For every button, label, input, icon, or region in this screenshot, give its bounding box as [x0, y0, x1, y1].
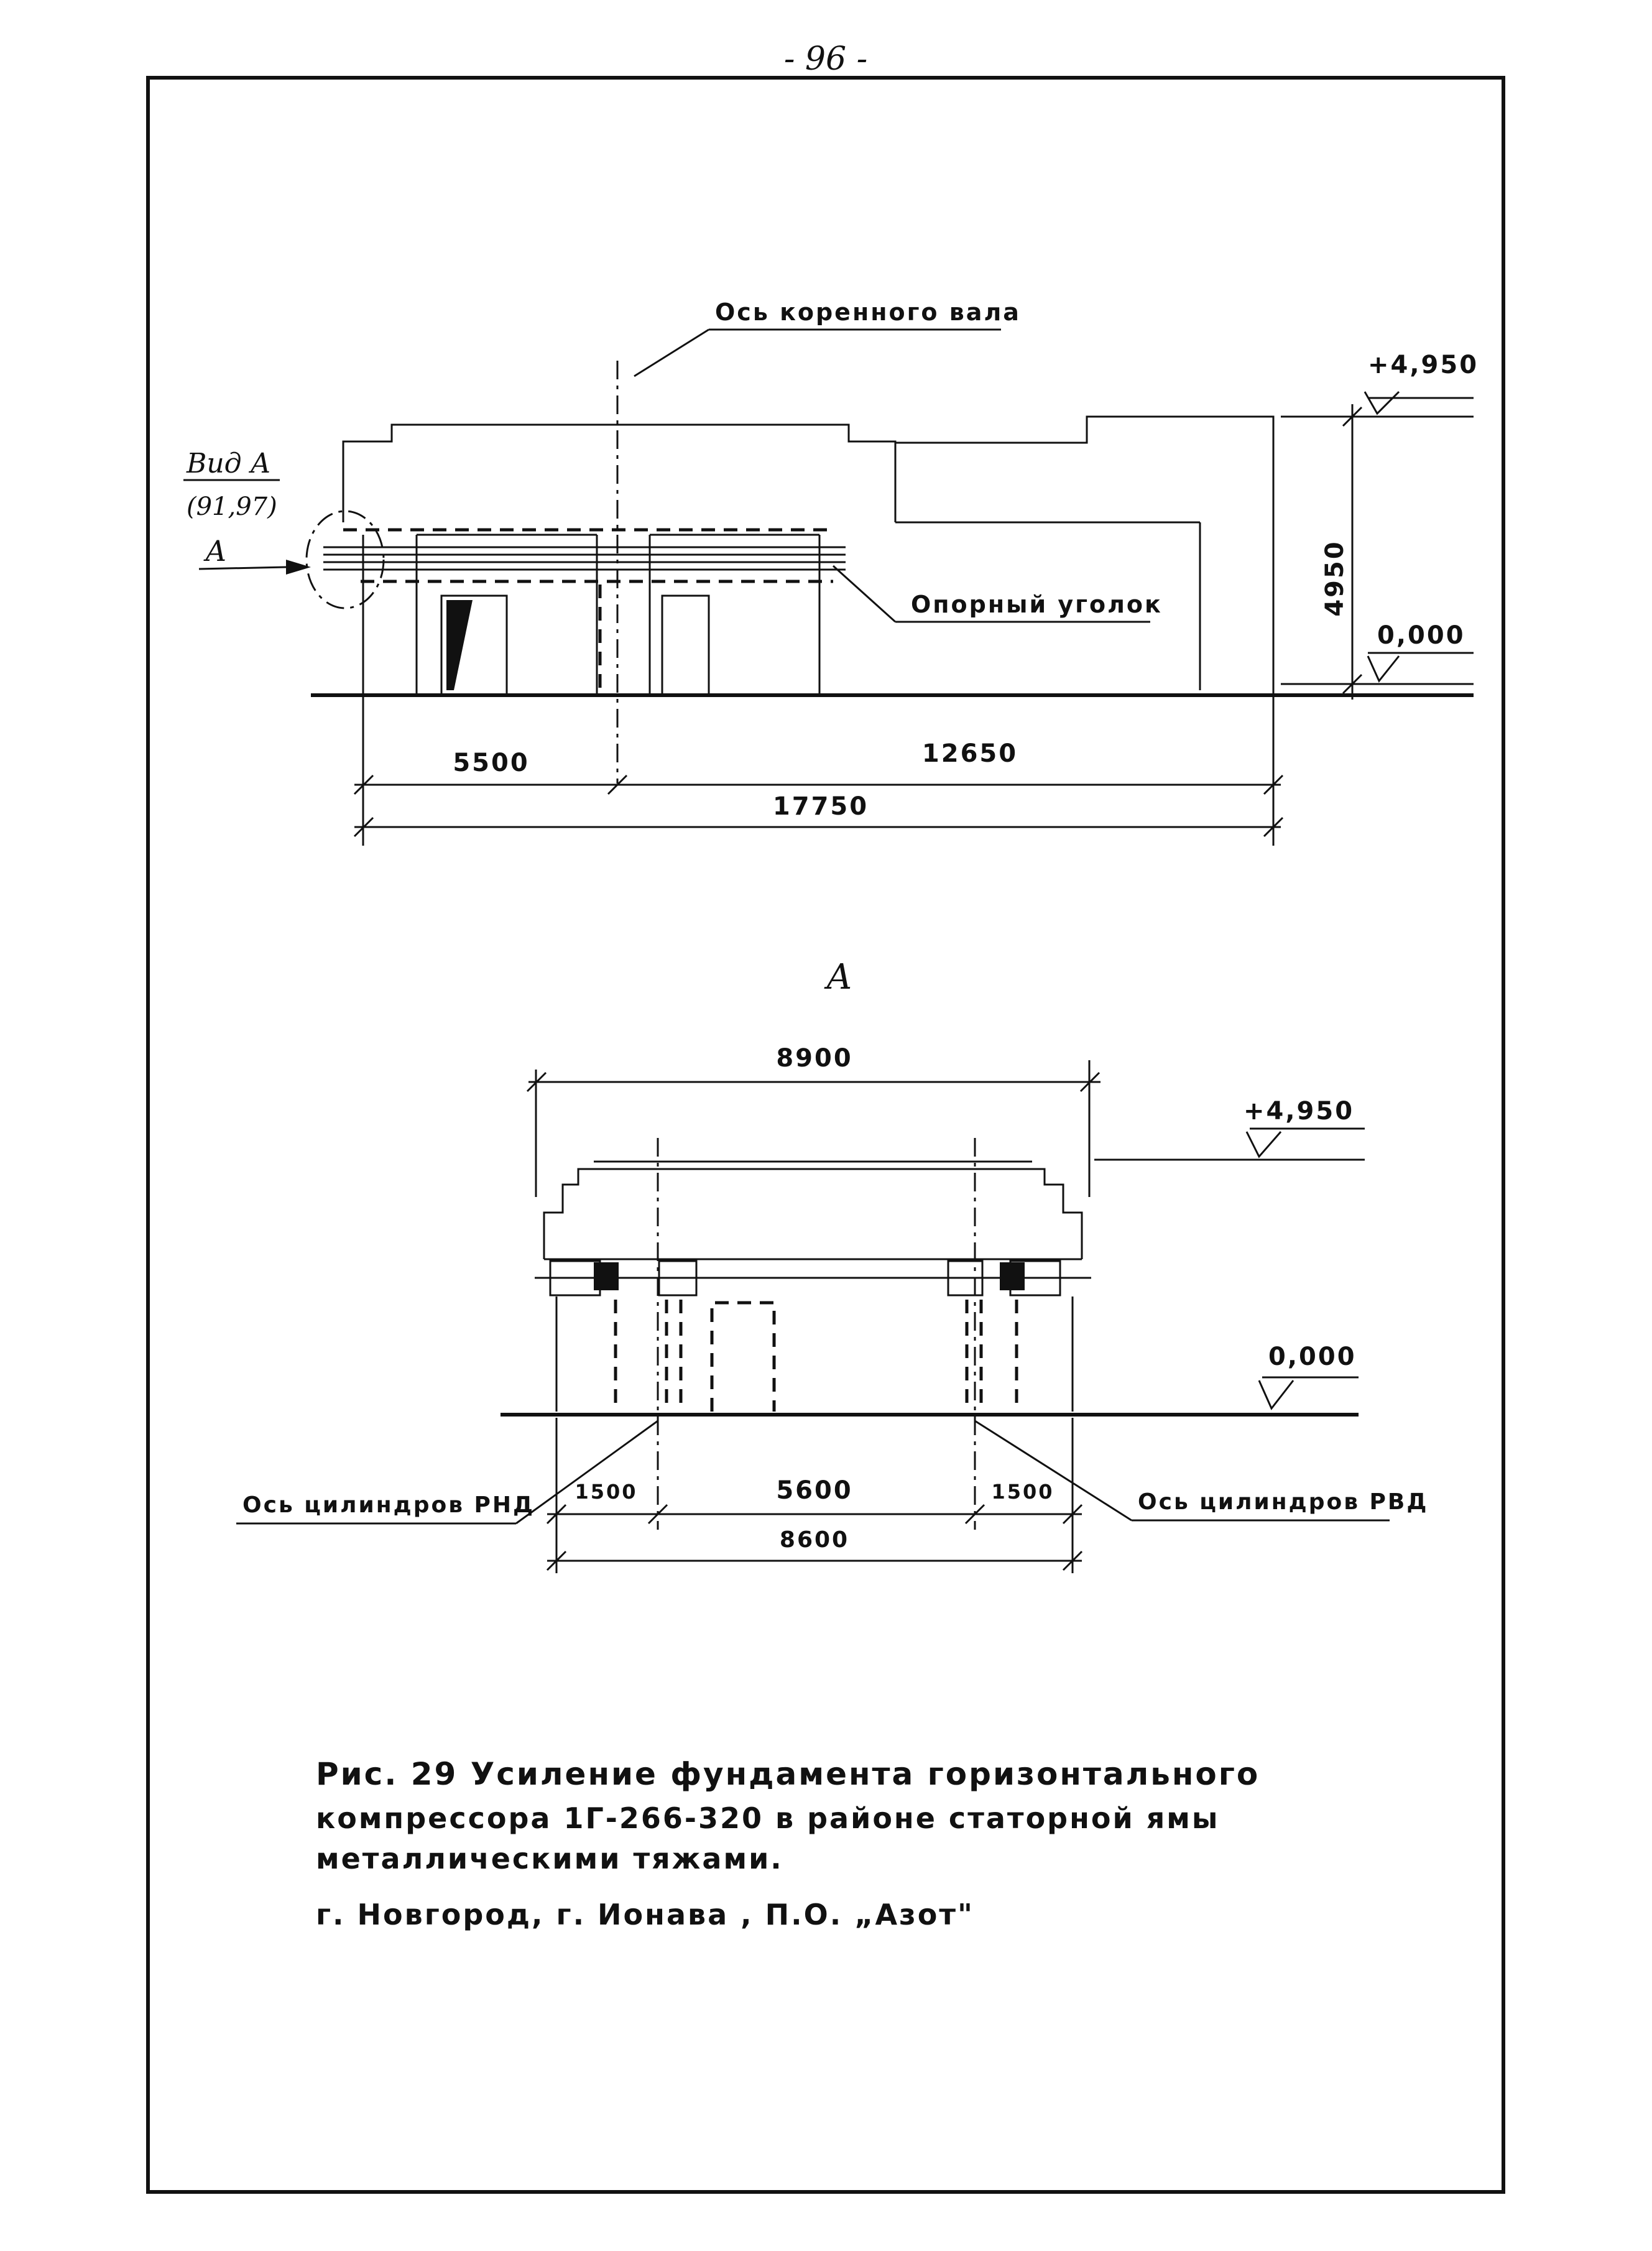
sa-dim-right-text: 1500	[991, 1480, 1054, 1504]
page-number: - 96 -	[783, 40, 868, 78]
sa-level-zero-text: 0,000	[1268, 1343, 1357, 1371]
upper-block	[343, 425, 895, 522]
sa-axis-lp-leader	[516, 1421, 658, 1523]
view-ref-letter: А	[205, 534, 227, 568]
sa-axis-lp-label: Ось цилиндров РНД	[242, 1492, 535, 1518]
section-a-view	[236, 957, 1428, 1573]
dim-right-text: 12650	[921, 739, 1018, 768]
shaft-axis-label: Ось коренного вала	[715, 298, 1021, 326]
detail-circle	[307, 511, 384, 608]
support-angle-label: Опорный уголок	[911, 591, 1163, 618]
sa-dim-mid-text: 5600	[776, 1476, 853, 1505]
sa-level-top-text: +4,950	[1244, 1097, 1355, 1126]
sa-level-zero-mark	[1259, 1380, 1293, 1408]
sa-dim-left-text: 1500	[575, 1480, 638, 1504]
view-ref-sheets: (91,97)	[187, 492, 277, 521]
dim-total-text: 17750	[772, 792, 869, 821]
opening-hatch	[446, 600, 473, 690]
sa-plate-2	[1000, 1262, 1025, 1290]
opening-right	[662, 596, 709, 695]
sa-axis-hp-leader	[975, 1421, 1132, 1520]
sa-dim-top-text: 8900	[776, 1044, 853, 1073]
height-dim-text: 4950	[1321, 540, 1349, 617]
figure-caption	[316, 1756, 1260, 1931]
level-top-text: +4,950	[1368, 351, 1479, 379]
sa-level-top-mark	[1247, 1132, 1281, 1157]
support-leader	[833, 566, 895, 622]
dim-left-text: 5500	[453, 749, 530, 777]
caption-line-3: металлическими тяжами.	[316, 1842, 783, 1875]
level-top-mark	[1365, 392, 1399, 414]
sa-plate-1	[594, 1262, 619, 1290]
view-arrow-head	[286, 560, 311, 575]
shaft-axis-leader	[634, 330, 709, 376]
caption-line-4: г. Новгород, г. Ионава , П.О. „Азот"	[316, 1898, 974, 1931]
upper-right-block	[895, 417, 1273, 690]
level-zero-text: 0,000	[1377, 621, 1465, 650]
caption-line-1: Рис. 29 Усиление фундамента горизонтального	[316, 1756, 1260, 1792]
level-zero-mark	[1368, 656, 1399, 681]
sa-axis-hp-label: Ось цилиндров РВД	[1138, 1489, 1429, 1515]
sa-dim-total-text: 8600	[779, 1527, 850, 1553]
view-ref-title: Вид А	[187, 448, 271, 479]
sa-slab	[544, 1169, 1082, 1259]
elevation-view	[183, 298, 1479, 846]
caption-line-2: компрессора 1Г-266-320 в районе статорной ямы	[316, 1801, 1220, 1835]
section-a-title: А	[826, 957, 853, 997]
sa-hidden-opening	[712, 1303, 774, 1412]
